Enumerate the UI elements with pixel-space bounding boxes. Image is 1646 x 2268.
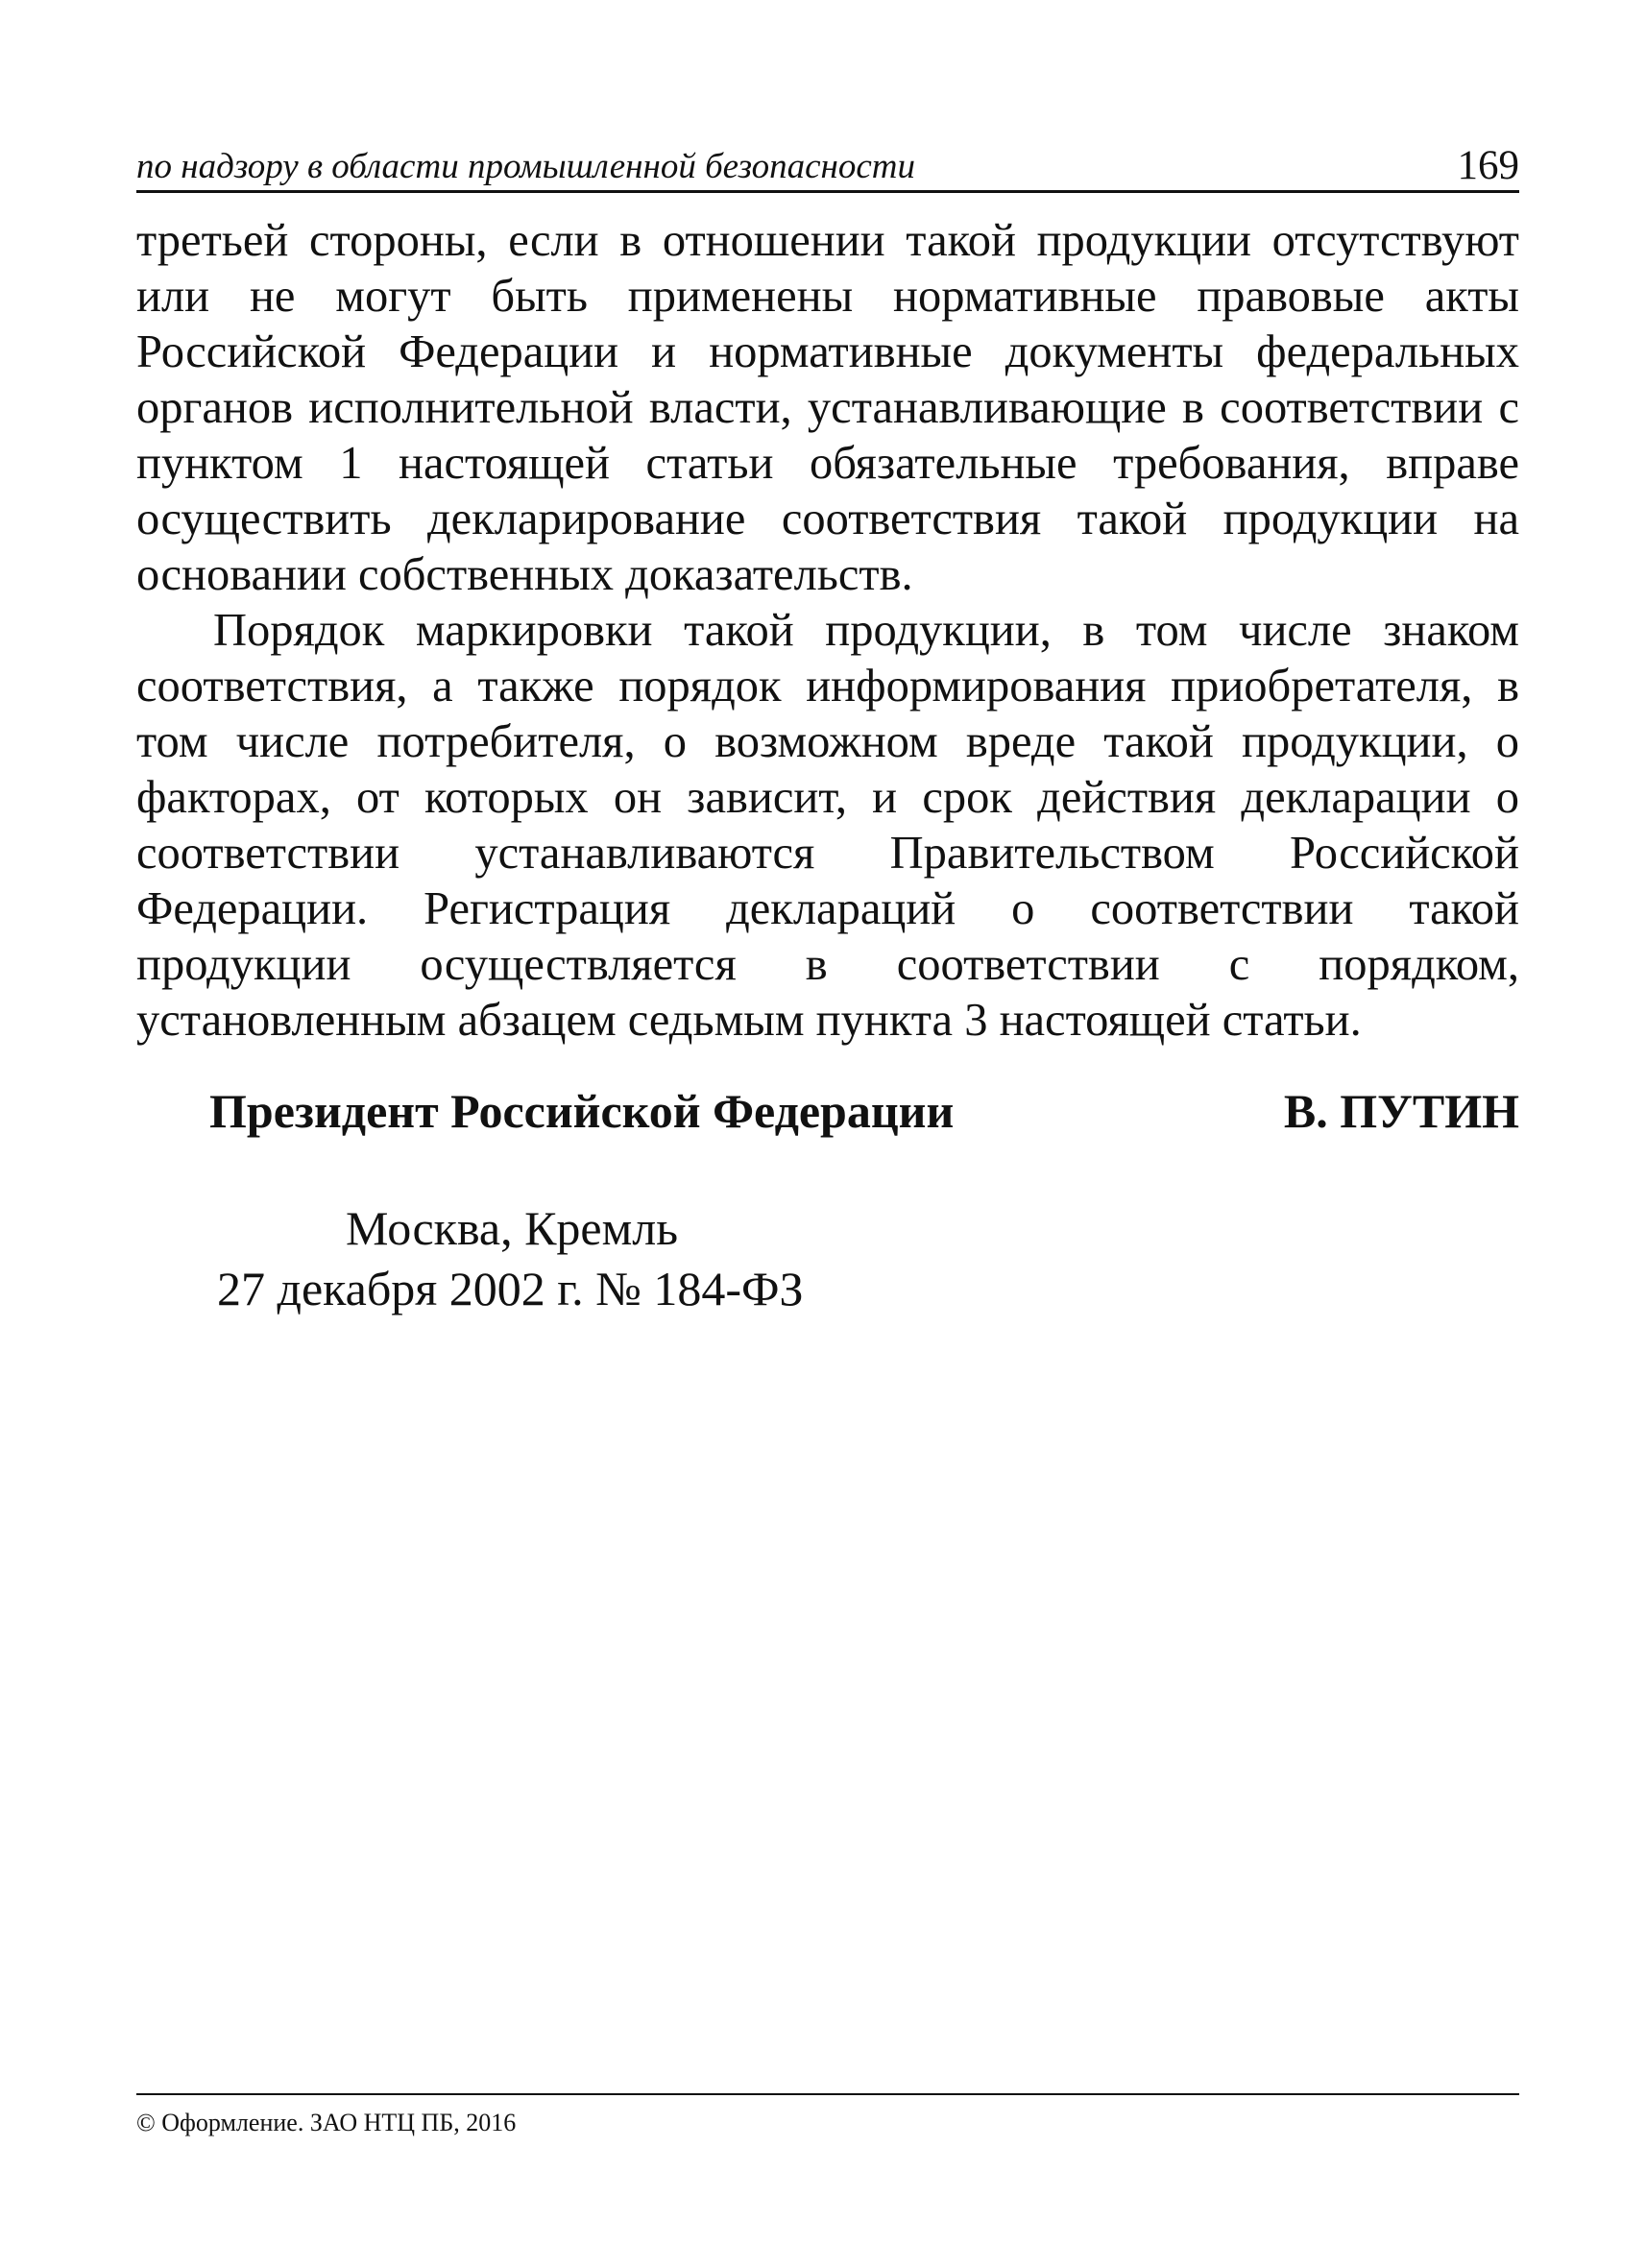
signing-place: Москва, Кремль (346, 1201, 679, 1255)
body-paragraph-2: Порядок маркировки такой продукции, в том числе знаком соответствия, а также порядок информирования приобретателя, в том числе потребителя, о возможном вреде такой продукции, о факторах, от которых он зависит, и срок действия декларации о соответствии устанавливаются Правительством Российской Федерации. Регистрация деклараций о соответствии такой продукции осуществляется в соответствии с порядком, установленным абзацем седьмым пункта 3 настоящей статьи. (136, 605, 1519, 1046)
body-paragraph-1: третьей стороны, если в отношении такой продукции отсутствуют или не могут быть применены нормативные правовые акты Российской Федерации и нормативные документы федеральных органов исполнительной власти, устанавливающие в соответствии с пунктом 1 настоящей статьи обязательные требования, вправе осуществить декларирование соответствия такой продукции на основании собственных доказательств. (136, 215, 1519, 600)
header-title: по надзору в области промышленной безопасности (136, 147, 915, 186)
footer-divider (136, 2093, 1519, 2095)
running-header (136, 142, 1519, 193)
footer-copyright: © Оформление. ЗАО НТЦ ПБ, 2016 (136, 2109, 517, 2136)
signatory-name: В. ПУТИН (1283, 1084, 1519, 1138)
document-date-number: 27 декабря 2002 г. № 184-ФЗ (217, 1262, 804, 1315)
page-number: 169 (1457, 143, 1519, 188)
signatory-title: Президент Российской Федерации (209, 1084, 955, 1138)
